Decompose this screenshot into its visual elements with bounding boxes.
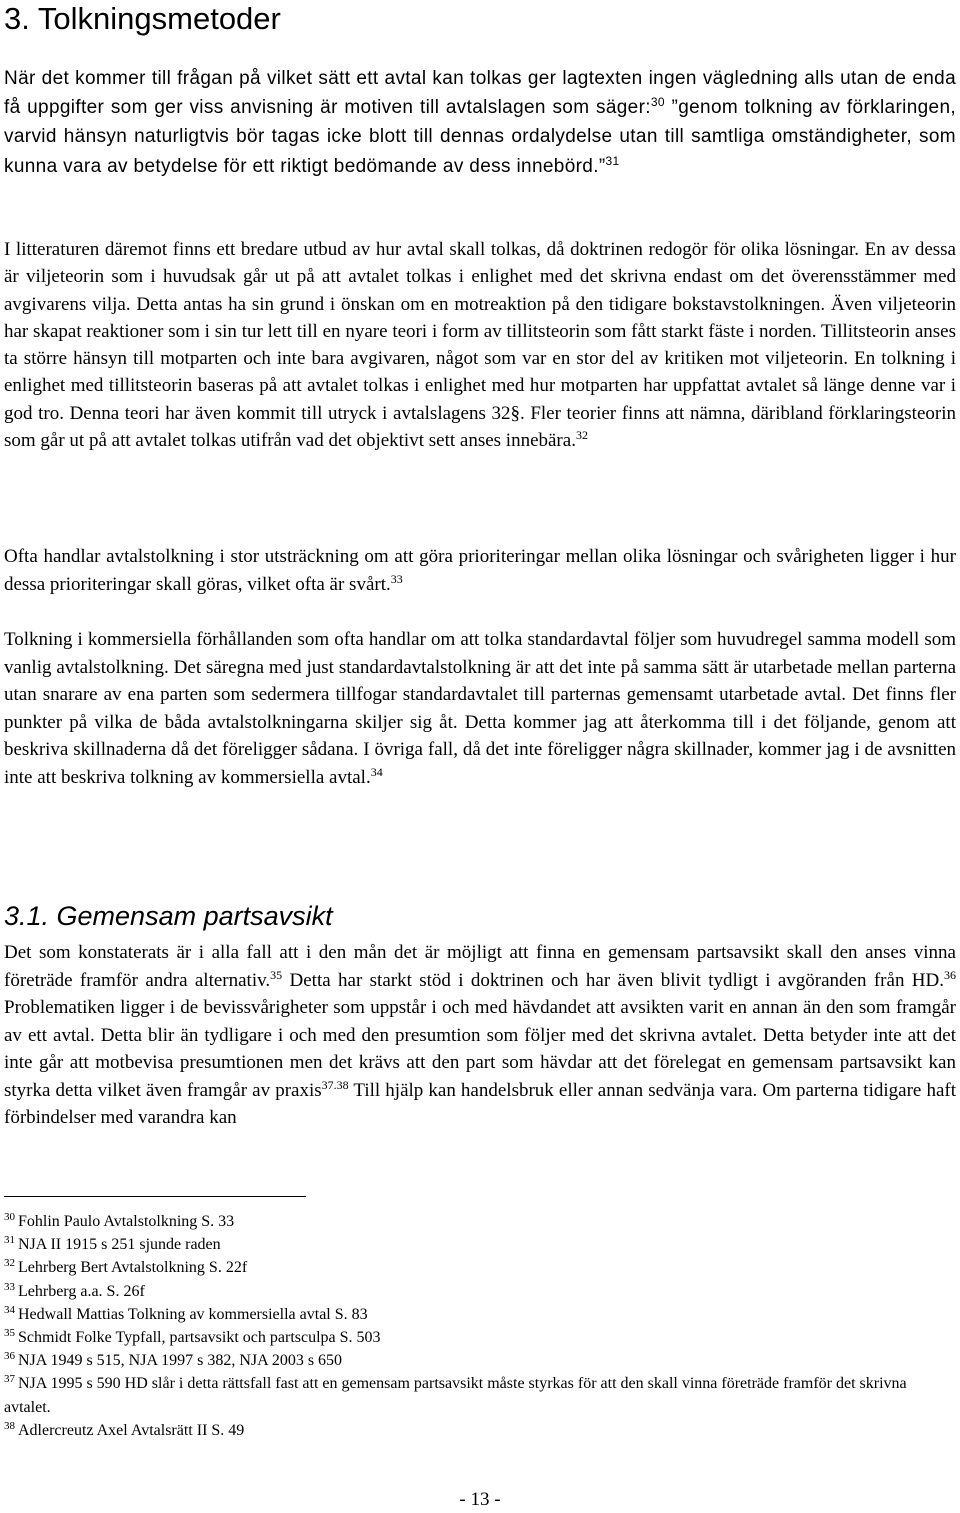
footnote	[4, 1256, 956, 1279]
footnote	[4, 1349, 956, 1372]
footnote-text: NJA 1995 s 590 HD slår i detta rättsfall fast att en gemensam partsavsikt måste styrkas för att den skall vinna företräde framför det skrivna avtalet.	[4, 1375, 907, 1416]
footnote-divider	[4, 1196, 306, 1197]
footnote	[4, 1233, 956, 1256]
footnote-number: 35	[4, 1327, 15, 1340]
paragraph-priorities	[4, 543, 956, 598]
footnote-ref: 32	[575, 428, 588, 443]
footnote-ref: 37	[321, 1077, 334, 1092]
footnote	[4, 1303, 956, 1326]
footnote-ref: 38	[336, 1077, 349, 1092]
footnote	[4, 1419, 956, 1442]
paragraph-motives	[4, 64, 956, 181]
footnote	[4, 1210, 956, 1233]
footnote	[4, 1372, 956, 1418]
paragraph-literature	[4, 236, 956, 454]
paragraph-text: När det kommer till frågan på vilket sätt ett avtal kan tolkas ger lagtexten ingen vägledning alls utan de enda få uppgifter som ger viss anvisning är motiven till avtalslagen som säger:	[4, 68, 956, 119]
footnote-text: Adlercreutz Axel Avtalsrätt II S. 49	[18, 1421, 245, 1439]
footnotes	[4, 1210, 956, 1442]
footnote-number: 33	[4, 1280, 15, 1293]
footnote-ref: 34	[370, 764, 383, 779]
footnote	[4, 1280, 956, 1303]
paragraph-common-intent	[4, 939, 956, 1132]
paragraph-text: Till hjälp kan handelsbruk eller annan sedvänja vara. Om parterna tidigare haft förbindelser med varandra kan	[4, 1079, 956, 1128]
section-heading: 3. Tolkningsmetoder	[4, 1, 281, 36]
footnote-ref: 31	[605, 153, 620, 168]
subsection-heading: 3.1. Gemensam partsavsikt	[4, 901, 333, 931]
footnote-ref: 30	[650, 95, 665, 110]
footnote-number: 38	[4, 1419, 15, 1432]
footnote-text: Schmidt Folke Typfall, partsavsikt och partsculpa S. 503	[18, 1329, 381, 1347]
footnote-number: 31	[4, 1234, 15, 1247]
footnote-ref-separator: .	[333, 1077, 337, 1092]
paragraph-text: Detta har starkt stöd i doktrinen och har även blivit tydligt i avgöranden från HD.	[282, 969, 944, 991]
footnote-text: Hedwall Mattias Tolkning av kommersiella avtal S. 83	[18, 1305, 368, 1323]
quote-text: ”genom tolkning av förklaringen, varvid hänsyn naturligtvis bör tagas icke blott till dennas ordalydelse utan till samtliga omständigheter, som kunna vara av betydelse för ett riktigt bedömande av dess innebörd.”	[4, 97, 957, 177]
footnote-number: 34	[4, 1303, 15, 1316]
footnote-text: NJA 1949 s 515, NJA 1997 s 382, NJA 2003 s 650	[18, 1352, 343, 1370]
footnote-number: 30	[4, 1211, 15, 1223]
footnote-number: 36	[4, 1350, 15, 1363]
paragraph-text: Tolkning i kommersiella förhållanden som ofta handlar om att tolka standardavtal följer som huvudregel samma modell som vanlig avtalstolkning. Det säregna med just standardavtalstolkning är att det inte på samma sätt är utarbetade mellan parterna utan snarare av ena parten som sedermera tillfogar standardavtalet till parternas gemensamt utarbetade avtal. Det finns fler punkter på vilka de båda avtalstolkningarna skiljer sig åt. Detta kommer jag att återkomma till i det följande, genom att beskriva skillnaderna då det föreligger sådana. I övriga fall, då det inte föreligger några skillnader, kommer jag i de avsnitten inte att beskriva tolkning av kommersiella avtal.	[4, 629, 956, 788]
page-number: - 13 -	[459, 1489, 501, 1510]
footnote-text: Lehrberg Bert Avtalstolkning S. 22f	[18, 1259, 248, 1277]
paragraph-commercial	[4, 626, 956, 792]
footnote-text: Fohlin Paulo Avtalstolkning S. 33	[18, 1213, 235, 1230]
footnote-ref: 36	[944, 967, 956, 982]
document-page	[4, 0, 956, 1513]
paragraph-text: Problematiken ligger i de bevissvårigheter som uppstår i och med hävdandet att avsikten varit en annan än den som framgår av ett avtal. Detta blir än tydligare i och med den presumtion som följer med det skrivna avtalet. Detta betyder inte att det inte går att motbevisa presumtionen men det krävs att den part som hävdar att det förelegat en gemensam partsavsikt kan styrka detta vilket även framgår av praxis	[4, 997, 956, 1101]
footnote	[4, 1326, 956, 1349]
paragraph-text: I litteraturen däremot finns ett bredare utbud av hur avtal skall tolkas, då doktrinen redogör för olika lösningar. En av dessa är viljeteorin som i huvudsak går ut på att avtalet tolkas i enlighet med det skrivna endast om det överensstämmer med avgivarens vilja. Detta antas ha sin grund i önskan om en motreaktion på den tidigare bokstavstolkningen. Även viljeteorin har skapat reaktioner som i sin tur lett till en nyare teori i form av tillitsteorin som fått starkt fäste i norden. Tillitsteorin anses ta större hänsyn till motparten och inte bara avgivaren, något som var en stor del av kritiken mot viljeteorin. En tolkning i enlighet med tillitsteorin baseras på att avtalet tolkas i enlighet med hur motparten har uppfattat avtalet så länge denne var i god tro. Denna teori har även kommit till utryck i avtalslagens 32§. Fler teorier finns att nämna, däribland förklaringsteorin som går ut på att avtalet tolkas utifrån vad det objektivt sett anses innebära.	[4, 239, 956, 452]
footnote-number: 32	[4, 1257, 15, 1270]
paragraph-text: Ofta handlar avtalstolkning i stor utsträckning om att göra prioriteringar mellan olika lösningar och svårigheten ligger i hur dessa prioriteringar skall göras, vilket ofta är svårt.	[4, 546, 956, 595]
footnote-number: 37	[4, 1373, 15, 1386]
footnote-text: NJA II 1915 s 251 sjunde raden	[18, 1236, 221, 1254]
footnote-ref: 35	[270, 967, 283, 982]
footnote-ref: 33	[390, 571, 403, 586]
footnote-text: Lehrberg a.a. S. 26f	[18, 1282, 145, 1300]
paragraph-text: Det som konstaterats är i alla fall att i den mån det är möjligt att finna en gemensam partsavsikt skall den anses vinna företräde framför andra alternativ.	[4, 942, 956, 991]
